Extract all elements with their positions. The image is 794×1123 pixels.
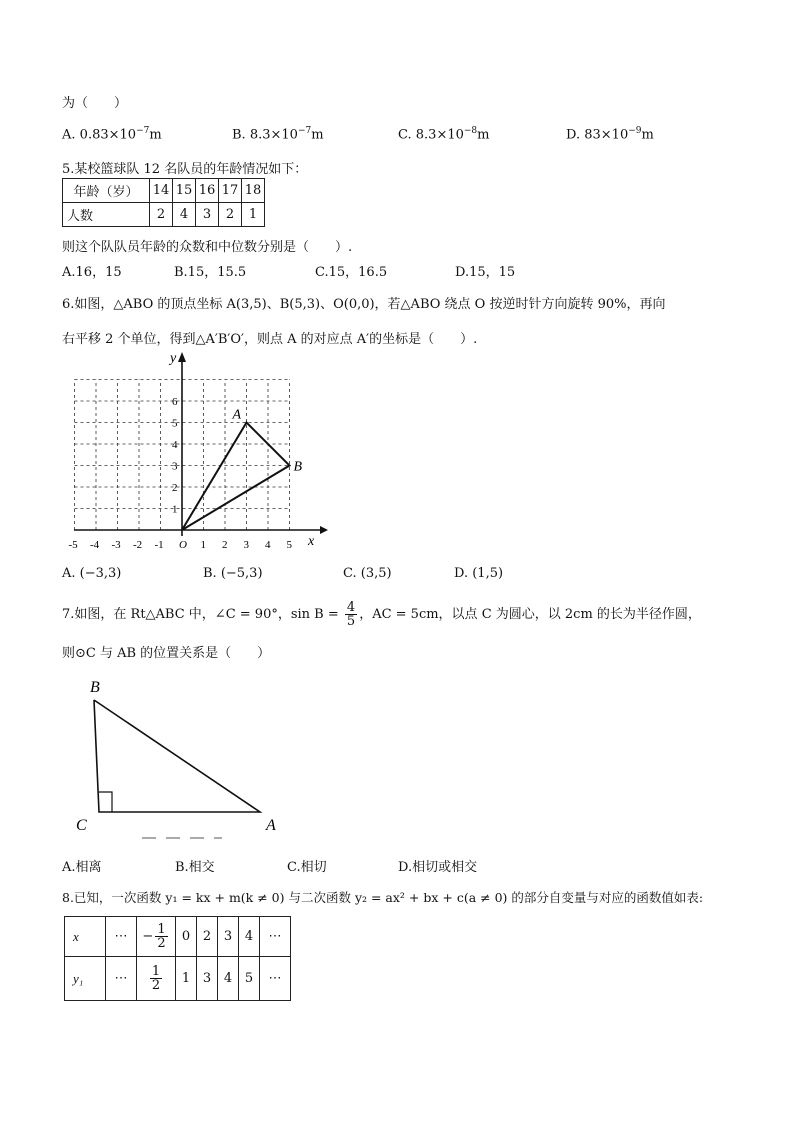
triangle-abo: [182, 408, 303, 531]
q6-stem-line2: 右平移 2 个单位，得到△A′B′O′，则点 A 的对应点 A′的坐标是（ ）.: [62, 332, 478, 347]
q6-stem-line1: 6.如图，△ABO 的顶点坐标 A(3,5)、B(5,3)、O(0,0)，若△ABO 绕点 O 按逆时针方向旋转 90%，再向: [62, 297, 666, 312]
q6-coordinate-graph: [70, 348, 330, 553]
q7-option-a[interactable]: A.相离: [62, 860, 102, 875]
y-tick-label: 1: [172, 503, 178, 516]
graph-ticks: [69, 396, 293, 551]
table-cell: 年龄（岁）: [63, 179, 150, 203]
y-axis-label: y: [170, 351, 177, 366]
q5-option-b[interactable]: B.15，15.5: [174, 265, 247, 280]
q7-option-b[interactable]: B.相交: [175, 860, 215, 875]
triangle-abc: [94, 700, 260, 812]
x-axis-arrow: [320, 526, 328, 534]
table-cell: 4: [239, 917, 260, 957]
vertex-b-label: B: [90, 679, 100, 696]
q4-option-d[interactable]: D. $83\times 10^{-9}m$: [566, 126, 654, 143]
y-tick-label: 5: [172, 417, 178, 430]
q7-stem-line1: 7.如图，在 Rt△ABC 中，∠C = 90°，sin B = $\frac{4}{5}$ ，AC = 5cm，以点 C 为圆心，以 2cm 的长为半径作圆，: [62, 600, 701, 629]
y-tick-label: 6: [172, 396, 178, 408]
x-tick-label: -4: [90, 539, 100, 551]
table-cell: 2: [219, 203, 242, 227]
q5-option-a[interactable]: A.16，15: [62, 265, 122, 280]
x-tick-label: O: [179, 539, 187, 551]
point-b-label: B: [293, 459, 303, 475]
table-cell: 14: [150, 179, 173, 203]
table-cell: 18: [242, 179, 265, 203]
q5-stem: 5.某校篮球队 12 名队员的年龄情况如下：: [62, 162, 308, 177]
table-cell: 15: [173, 179, 196, 203]
table-cell: 5: [239, 957, 260, 1001]
table-cell: y₁: [65, 957, 106, 1001]
q7-stem-line2: 则⊙C 与 AB 的位置关系是（ ）: [62, 646, 271, 661]
q7-triangle-figure: [70, 672, 300, 842]
table-cell: 1: [176, 957, 197, 1001]
x-axis-label: x: [308, 534, 315, 549]
table-cell: x: [65, 917, 106, 957]
q8-stem: 8.已知，一次函数 y₁ = kx + m(k ≠ 0) 与二次函数 y₂ = ax² + bx + c(a ≠ 0) 的部分自变量与对应的函数值如表:: [62, 890, 704, 905]
x-tick-label: -2: [133, 539, 143, 551]
fraction-half: $\frac{1}{2}$: [151, 964, 161, 993]
vertex-c-label: C: [76, 817, 87, 834]
table-cell: 3: [218, 917, 239, 957]
table-cell: 17: [219, 179, 242, 203]
q4-stem-tail: 为（ ）: [62, 96, 128, 111]
q7-option-d[interactable]: D.相切或相交: [398, 860, 478, 875]
table-cell: 3: [196, 203, 219, 227]
q4-option-b[interactable]: B. $8.3\times 10^{-7}m$: [232, 126, 324, 143]
triangle-outline: [182, 423, 290, 531]
q5-age-table: [62, 178, 265, 227]
x-tick-label: -5: [68, 539, 78, 551]
x-tick-label: 3: [243, 539, 249, 551]
q5-option-c[interactable]: C.15，16.5: [315, 265, 388, 280]
table-cell: [137, 957, 176, 1001]
table-cell: ⋯: [106, 957, 137, 1001]
q6-option-d[interactable]: D. (1,5): [454, 566, 504, 581]
x-tick-label: 2: [222, 539, 228, 551]
table-cell: 人数: [63, 203, 150, 227]
x-tick-label: 1: [200, 539, 206, 551]
fraction-4-5: $\frac{4}{5}$: [346, 600, 356, 629]
x-tick-label: -3: [111, 539, 121, 551]
table-cell: 4: [218, 957, 239, 1001]
table-cell: ⋯: [260, 957, 291, 1001]
q4-option-a[interactable]: A. $0.83\times 10^{-7}m$: [62, 126, 162, 143]
q6-option-b[interactable]: B. (−5,3): [203, 566, 263, 581]
x-tick-label: 4: [265, 539, 271, 551]
table-cell: 4: [173, 203, 196, 227]
table-cell: 3: [197, 957, 218, 1001]
table-cell: 16: [196, 179, 219, 203]
right-angle-mark: [99, 792, 112, 812]
table-cell: − $\frac{1}{2}$: [137, 917, 176, 957]
q5-option-d[interactable]: D.15，15: [455, 265, 516, 280]
q5-question: 则这个队队员年龄的众数和中位数分别是（ ）.: [62, 240, 353, 255]
q4-option-c[interactable]: C. $8.3\times 10^{-8}m$: [398, 126, 490, 143]
y-axis-arrow: [178, 352, 186, 362]
table-cell: 2: [150, 203, 173, 227]
table-cell: ⋯: [260, 917, 291, 957]
table-cell: 0: [176, 917, 197, 957]
x-tick-label: 5: [286, 539, 292, 551]
q6-option-c[interactable]: C. (3,5): [343, 566, 392, 581]
x-tick-label: -1: [154, 539, 164, 551]
fraction-neg-half: $\frac{1}{2}$: [157, 922, 166, 951]
q6-option-a[interactable]: A. (−3,3): [62, 566, 122, 581]
table-cell: 1: [242, 203, 265, 227]
y-tick-label: 4: [172, 439, 178, 451]
table-cell: 2: [197, 917, 218, 957]
table-cell: ⋯: [106, 917, 137, 957]
q8-value-table: [64, 916, 291, 1001]
q7-option-c[interactable]: C.相切: [287, 860, 327, 875]
y-tick-label: 2: [172, 482, 178, 494]
vertex-a-label: A: [266, 817, 276, 834]
y-tick-label: 3: [172, 460, 178, 473]
point-a-label: A: [232, 407, 242, 423]
